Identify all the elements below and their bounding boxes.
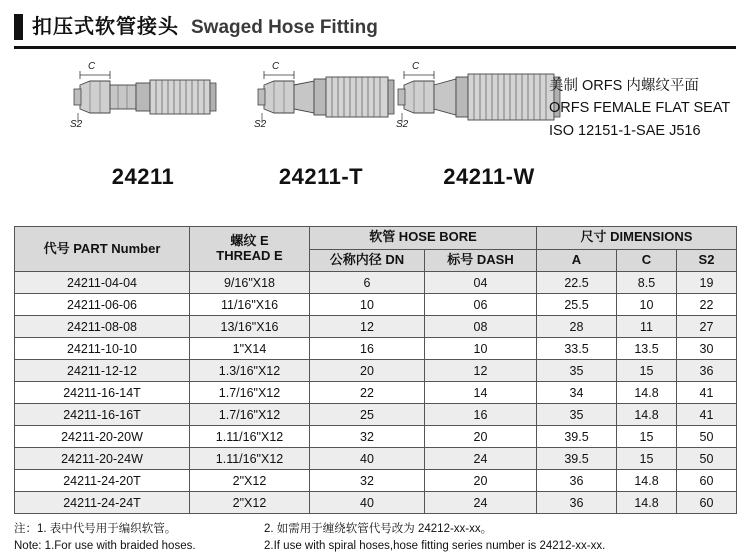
cell-part: 24211-24-20T xyxy=(15,470,190,492)
figure-label-24211: 24211 xyxy=(111,164,175,189)
note-en-2: 2.If use with spiral hoses,hose fitting series number is 24212-xx-xx. xyxy=(264,539,606,552)
cell-dn: 16 xyxy=(310,338,425,360)
cell-thread: 1"X14 xyxy=(190,338,310,360)
spec-line-cn: 美制 ORFS 内螺纹平面 xyxy=(549,78,699,94)
cell-thread: 2"X12 xyxy=(190,470,310,492)
cell-thread: 1.7/16"X12 xyxy=(190,404,310,426)
cell-c: 10 xyxy=(617,294,677,316)
cell-a: 33.5 xyxy=(537,338,617,360)
cell-s2: 50 xyxy=(677,426,737,448)
product-figures xyxy=(14,49,736,224)
drawing-24211-t xyxy=(226,57,416,152)
cell-dash: 04 xyxy=(425,272,537,294)
cell-dn: 25 xyxy=(310,404,425,426)
note-cn-2: 2. 如需用于缠绕软管代号改为 24212-xx-xx。 xyxy=(264,523,493,535)
table-row xyxy=(15,272,737,294)
cell-c: 14.8 xyxy=(617,382,677,404)
fitting-illustration xyxy=(226,57,416,152)
cell-dn: 32 xyxy=(310,470,425,492)
cell-dash: 14 xyxy=(425,382,537,404)
cell-dash: 16 xyxy=(425,404,537,426)
cell-dn: 22 xyxy=(310,382,425,404)
page-header xyxy=(14,0,736,49)
specification-table xyxy=(14,226,737,514)
table-body xyxy=(15,272,737,514)
table-row xyxy=(15,448,737,470)
cell-part: 24211-08-08 xyxy=(15,316,190,338)
header-thread-en: THREAD E xyxy=(216,248,283,263)
cell-c: 15 xyxy=(617,360,677,382)
cell-a: 34 xyxy=(537,382,617,404)
cell-dash: 20 xyxy=(425,426,537,448)
header-thread-e xyxy=(190,227,310,272)
table-row xyxy=(15,404,737,426)
cell-dn: 40 xyxy=(310,492,425,514)
cell-dn: 6 xyxy=(310,272,425,294)
table-row xyxy=(15,294,737,316)
figure-24211 xyxy=(48,49,238,190)
dimension-s2-label: S2 xyxy=(70,119,83,130)
product-spec-text xyxy=(549,75,730,142)
cell-part: 24211-20-20W xyxy=(15,426,190,448)
cell-part: 24211-10-10 xyxy=(15,338,190,360)
figure-24211-t xyxy=(226,49,416,190)
figure-label-24211-t: 24211-T xyxy=(278,164,364,189)
cell-dn: 10 xyxy=(310,294,425,316)
cell-s2: 60 xyxy=(677,492,737,514)
cell-part: 24211-12-12 xyxy=(15,360,190,382)
note-cn-1: 注：1. 表中代号用于编织软管。 xyxy=(14,523,177,535)
table-row xyxy=(15,426,737,448)
cell-c: 13.5 xyxy=(617,338,677,360)
table-row xyxy=(15,382,737,404)
cell-dash: 24 xyxy=(425,492,537,514)
cell-s2: 30 xyxy=(677,338,737,360)
cell-s2: 36 xyxy=(677,360,737,382)
cell-thread: 11/16"X16 xyxy=(190,294,310,316)
dimension-s2-label: S2 xyxy=(254,119,267,130)
dimension-s2-label: S2 xyxy=(396,119,409,130)
cell-part: 24211-24-24T xyxy=(15,492,190,514)
cell-dn: 12 xyxy=(310,316,425,338)
header-dn: 公称内径 DN xyxy=(310,249,425,272)
cell-part: 24211-06-06 xyxy=(15,294,190,316)
cell-a: 35 xyxy=(537,404,617,426)
header-thread-cn: 螺纹 E xyxy=(230,233,269,249)
cell-part: 24211-20-24W xyxy=(15,448,190,470)
header-accent-bar xyxy=(14,14,23,40)
header-a: A xyxy=(537,249,617,272)
cell-dash: 20 xyxy=(425,470,537,492)
spec-line-standard: ISO 12151-1-SAE J516 xyxy=(549,122,701,139)
table-row xyxy=(15,492,737,514)
cell-dash: 06 xyxy=(425,294,537,316)
cell-thread: 9/16"X18 xyxy=(190,272,310,294)
cell-thread: 1.11/16"X12 xyxy=(190,448,310,470)
cell-a: 22.5 xyxy=(537,272,617,294)
cell-c: 15 xyxy=(617,448,677,470)
cell-a: 25.5 xyxy=(537,294,617,316)
cell-thread: 1.3/16"X12 xyxy=(190,360,310,382)
cell-c: 15 xyxy=(617,426,677,448)
dimension-c-label: C xyxy=(272,61,280,72)
cell-s2: 19 xyxy=(677,272,737,294)
cell-dash: 08 xyxy=(425,316,537,338)
dimension-c-label: C xyxy=(88,61,96,72)
cell-a: 36 xyxy=(537,492,617,514)
cell-c: 14.8 xyxy=(617,492,677,514)
cell-s2: 41 xyxy=(677,382,737,404)
cell-c: 14.8 xyxy=(617,470,677,492)
spec-line-en: ORFS FEMALE FLAT SEAT xyxy=(549,100,731,117)
table-row xyxy=(15,316,737,338)
cell-a: 39.5 xyxy=(537,426,617,448)
cell-s2: 22 xyxy=(677,294,737,316)
header-hose-bore: 软管 HOSE BORE xyxy=(310,227,537,250)
header-part-number: 代号 PART Number xyxy=(15,227,190,272)
figure-label-24211-w: 24211-W xyxy=(443,164,535,189)
cell-dn: 40 xyxy=(310,448,425,470)
table-header-row-1 xyxy=(15,227,737,250)
header-c: C xyxy=(617,249,677,272)
cell-dash: 10 xyxy=(425,338,537,360)
table-row xyxy=(15,470,737,492)
drawing-24211 xyxy=(48,57,238,152)
header-dash: 标号 DASH xyxy=(425,249,537,272)
note-row-en xyxy=(14,538,736,555)
note-en-1: Note: 1.For use with braided hoses. xyxy=(14,539,196,552)
cell-c: 11 xyxy=(617,316,677,338)
dimension-c-label: C xyxy=(412,61,420,72)
header-s2: S2 xyxy=(677,249,737,272)
notes-section xyxy=(14,521,736,554)
cell-s2: 27 xyxy=(677,316,737,338)
note-row-cn xyxy=(14,521,736,538)
cell-a: 39.5 xyxy=(537,448,617,470)
header-dimensions: 尺寸 DIMENSIONS xyxy=(537,227,737,250)
cell-thread: 2"X12 xyxy=(190,492,310,514)
cell-c: 14.8 xyxy=(617,404,677,426)
table-row xyxy=(15,360,737,382)
cell-s2: 41 xyxy=(677,404,737,426)
cell-s2: 50 xyxy=(677,448,737,470)
cell-dash: 24 xyxy=(425,448,537,470)
cell-part: 24211-16-14T xyxy=(15,382,190,404)
cell-thread: 1.7/16"X12 xyxy=(190,382,310,404)
cell-thread: 1.11/16"X12 xyxy=(190,426,310,448)
cell-dn: 20 xyxy=(310,360,425,382)
cell-s2: 60 xyxy=(677,470,737,492)
cell-c: 8.5 xyxy=(617,272,677,294)
table-row xyxy=(15,338,737,360)
cell-a: 36 xyxy=(537,470,617,492)
cell-thread: 13/16"X16 xyxy=(190,316,310,338)
page-title-en: Swaged Hose Fitting xyxy=(191,16,378,38)
page-title-cn: 扣压式软管接头 xyxy=(32,16,179,38)
cell-dn: 32 xyxy=(310,426,425,448)
cell-part: 24211-16-16T xyxy=(15,404,190,426)
cell-a: 35 xyxy=(537,360,617,382)
cell-part: 24211-04-04 xyxy=(15,272,190,294)
cell-dash: 12 xyxy=(425,360,537,382)
fitting-illustration xyxy=(48,57,238,152)
cell-a: 28 xyxy=(537,316,617,338)
